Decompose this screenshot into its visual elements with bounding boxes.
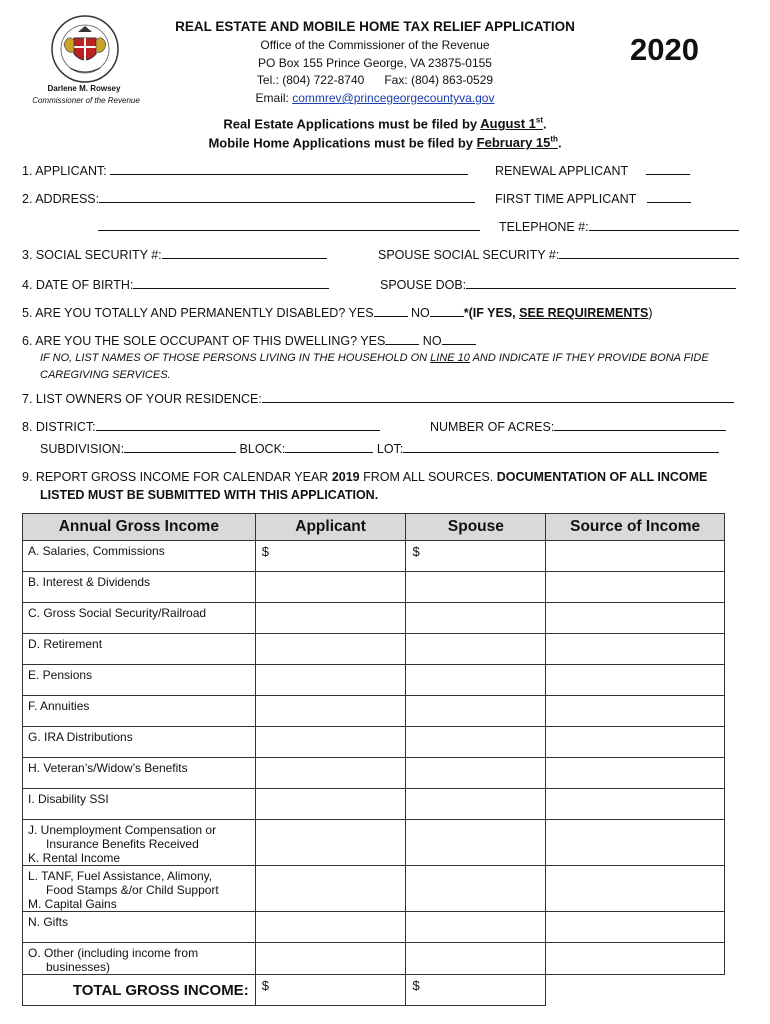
po-box: PO Box 155 Prince George, VA 23875-0155 bbox=[258, 56, 492, 70]
source-of-income-input[interactable] bbox=[546, 541, 725, 572]
header-spouse: Spouse bbox=[406, 514, 546, 541]
income-category-text: E. Pensions bbox=[28, 668, 93, 682]
total-empty-cell bbox=[546, 975, 725, 1006]
district-label: 8. DISTRICT: bbox=[22, 420, 96, 434]
mobile-deadline-text: Mobile Home Applications must be filed by bbox=[208, 135, 474, 151]
applicant-amount-input[interactable] bbox=[255, 665, 406, 696]
renewal-checkbox[interactable] bbox=[646, 163, 690, 175]
dob-input[interactable] bbox=[133, 277, 329, 289]
applicant-amount-input[interactable] bbox=[255, 758, 406, 789]
sole-occupant-text: 6. ARE YOU THE SOLE OCCUPANT OF THIS DWELLING? YES bbox=[22, 334, 386, 348]
source-of-income-input[interactable] bbox=[546, 820, 725, 866]
table-row bbox=[23, 789, 725, 820]
disabled-no-input[interactable] bbox=[430, 305, 464, 317]
sole-occupant-yes-input[interactable] bbox=[385, 333, 419, 345]
income-category-text: B. Interest & Dividends bbox=[28, 575, 151, 589]
spouse-amount-input[interactable] bbox=[406, 820, 546, 866]
applicant-label: 1. APPLICANT: bbox=[22, 164, 107, 178]
spouse-dob-input[interactable] bbox=[466, 277, 736, 289]
sole-occupant-no-label: NO bbox=[422, 334, 442, 348]
address-input[interactable] bbox=[99, 191, 475, 203]
spouse-ssn-label: SPOUSE SOCIAL SECURITY #: bbox=[378, 248, 560, 262]
income-category-text: F. Annuities bbox=[28, 699, 90, 713]
telephone-line bbox=[499, 219, 739, 234]
office-name: Office of the Commissioner of the Revenue bbox=[260, 38, 490, 52]
fax-number: Fax: (804) 863-0529 bbox=[384, 73, 494, 87]
spouse-dob-line bbox=[380, 277, 736, 292]
ssn-label: 3. SOCIAL SECURITY #: bbox=[22, 248, 162, 262]
mobile-date-suffix: th bbox=[550, 135, 558, 144]
source-of-income-input[interactable] bbox=[546, 634, 725, 665]
telephone-label: TELEPHONE #: bbox=[499, 220, 589, 234]
line-10-reference: LINE 10 bbox=[430, 352, 470, 364]
applicant-amount-input[interactable] bbox=[255, 696, 406, 727]
income-category-text: D. Retirement bbox=[28, 637, 103, 651]
table-row bbox=[23, 572, 725, 603]
income-category-label bbox=[23, 943, 256, 975]
table-row bbox=[23, 727, 725, 758]
total-applicant-input[interactable]: $ bbox=[255, 975, 406, 1006]
owners-label: 7. LIST OWNERS OF YOUR RESIDENCE: bbox=[22, 392, 262, 406]
disabled-question-text: 5. ARE YOU TOTALLY AND PERMANENTLY DISABLED? YES bbox=[22, 306, 374, 320]
subdivision-line bbox=[40, 441, 719, 456]
source-of-income-input[interactable] bbox=[546, 603, 725, 634]
applicant-amount-input[interactable]: $ bbox=[255, 541, 406, 572]
source-of-income-input[interactable] bbox=[546, 696, 725, 727]
applicant-amount-input[interactable] bbox=[255, 727, 406, 758]
total-row bbox=[23, 975, 725, 1006]
sole-occupant-no-input[interactable] bbox=[442, 333, 476, 345]
income-category-text: I. Disability SSI bbox=[28, 792, 109, 806]
disabled-question bbox=[22, 305, 653, 320]
block-label: BLOCK: bbox=[239, 442, 286, 456]
income-category-text: J. Unemployment Compensation or bbox=[28, 823, 217, 837]
spouse-amount-input[interactable] bbox=[406, 789, 546, 820]
spouse-ssn-input[interactable] bbox=[559, 247, 739, 259]
income-category-text-cont: Insurance Benefits Received bbox=[46, 837, 199, 851]
table-row bbox=[23, 696, 725, 727]
source-of-income-input[interactable] bbox=[546, 789, 725, 820]
income-category-text: O. Other (including income from bbox=[28, 946, 199, 960]
documentation-notice: DOCUMENTATION OF ALL INCOME bbox=[496, 470, 708, 484]
phone-fax-line bbox=[150, 73, 600, 87]
commissioner-title: Commissioner of the Revenue bbox=[32, 96, 140, 105]
income-category-label bbox=[23, 912, 256, 943]
source-of-income-input[interactable] bbox=[546, 665, 725, 696]
income-category-label bbox=[23, 866, 256, 912]
income-instructions-text-2: FROM ALL SOURCES. bbox=[363, 470, 494, 484]
mobile-deadline-date: February 15 bbox=[476, 135, 551, 151]
renewal-label: RENEWAL APPLICANT bbox=[495, 164, 629, 178]
income-category-text: H. Veteran’s/Widow’s Benefits bbox=[28, 761, 188, 775]
real-estate-deadline: Real Estate Applications must be filed by August 1st. bbox=[223, 116, 547, 132]
applicant-input[interactable] bbox=[110, 163, 468, 175]
income-category-label bbox=[23, 758, 256, 789]
header-annual-gross-income: Annual Gross Income bbox=[23, 514, 256, 541]
acres-line bbox=[430, 419, 726, 434]
address-line-2 bbox=[98, 219, 480, 234]
owners-line bbox=[22, 391, 734, 406]
district-line bbox=[22, 419, 380, 434]
renewal-line bbox=[495, 163, 690, 178]
disabled-note-prefix: *(IF YES, bbox=[463, 306, 516, 320]
income-year: 2019 bbox=[331, 470, 360, 484]
income-category-label bbox=[23, 572, 256, 603]
income-category-label bbox=[23, 696, 256, 727]
table-row bbox=[23, 541, 725, 572]
spouse-amount-input[interactable] bbox=[406, 912, 546, 943]
header-applicant: Applicant bbox=[255, 514, 406, 541]
applicant-amount-input[interactable] bbox=[255, 572, 406, 603]
spouse-amount-input[interactable] bbox=[406, 572, 546, 603]
income-table-header bbox=[23, 514, 725, 541]
sole-occupant-note-line2: CAREGIVING SERVICES. bbox=[40, 369, 171, 381]
source-of-income-input[interactable] bbox=[546, 866, 725, 912]
commissioner-name: Darlene M. Rowsey bbox=[47, 84, 121, 93]
source-of-income-input[interactable] bbox=[546, 758, 725, 789]
applicant-amount-input[interactable] bbox=[255, 866, 406, 912]
income-category-label bbox=[23, 789, 256, 820]
source-of-income-input[interactable] bbox=[546, 727, 725, 758]
spouse-amount-input[interactable] bbox=[406, 758, 546, 789]
email-link[interactable]: commrev@princegeorgecountyva.gov bbox=[292, 91, 495, 105]
income-category-text: G. IRA Distributions bbox=[28, 730, 133, 744]
income-category-label bbox=[23, 820, 256, 866]
spouse-amount-input[interactable] bbox=[406, 634, 546, 665]
applicant-amount-input[interactable] bbox=[255, 634, 406, 665]
applicant-line bbox=[22, 163, 468, 178]
acres-label: NUMBER OF ACRES: bbox=[430, 420, 555, 434]
table-row bbox=[23, 820, 725, 866]
applicant-amount-input[interactable] bbox=[255, 912, 406, 943]
disabled-yes-input[interactable] bbox=[374, 305, 408, 317]
total-gross-income-label: TOTAL GROSS INCOME: bbox=[23, 975, 256, 1006]
subdivision-input[interactable] bbox=[124, 441, 236, 453]
spouse-amount-input[interactable] bbox=[406, 603, 546, 634]
header-source-of-income: Source of Income bbox=[546, 514, 725, 541]
ssn-input[interactable] bbox=[162, 247, 327, 259]
address-input-2[interactable] bbox=[98, 219, 480, 231]
lot-label: LOT: bbox=[376, 442, 404, 456]
spouse-amount-input[interactable] bbox=[406, 696, 546, 727]
applicant-amount-input[interactable] bbox=[255, 789, 406, 820]
spouse-amount-input[interactable] bbox=[406, 866, 546, 912]
income-category-text-cont: businesses) bbox=[46, 960, 111, 974]
spouse-amount-input[interactable] bbox=[406, 943, 546, 975]
spouse-ssn-line bbox=[378, 247, 739, 262]
applicant-amount-input[interactable] bbox=[255, 603, 406, 634]
table-row bbox=[23, 758, 725, 789]
see-requirements-link[interactable]: SEE REQUIREMENTS bbox=[519, 306, 649, 320]
table-row bbox=[23, 603, 725, 634]
income-category-text-extra: K. Rental Income bbox=[28, 851, 121, 865]
disabled-no-label: NO bbox=[411, 306, 430, 320]
table-row bbox=[23, 665, 725, 696]
income-category-text-extra: M. Capital Gains bbox=[28, 897, 117, 911]
real-estate-date-suffix: st bbox=[535, 116, 544, 125]
total-spouse-input[interactable]: $ bbox=[406, 975, 546, 1006]
real-estate-deadline-date: August 1 bbox=[480, 116, 536, 132]
sole-occupant-note-text-2: AND INDICATE IF THEY PROVIDE BONA FIDE bbox=[472, 352, 709, 364]
county-seal-logo bbox=[50, 14, 120, 84]
real-estate-deadline-text: Real Estate Applications must be filed by bbox=[223, 116, 478, 132]
table-row bbox=[23, 943, 725, 975]
sole-occupant-note bbox=[40, 352, 709, 364]
lot-input[interactable] bbox=[403, 441, 719, 453]
disabled-note-suffix: ) bbox=[648, 306, 653, 320]
income-instructions-text: 9. REPORT GROSS INCOME FOR CALENDAR YEAR bbox=[22, 470, 329, 484]
dob-label: 4. DATE OF BIRTH: bbox=[22, 278, 134, 292]
table-row bbox=[23, 634, 725, 665]
income-category-label bbox=[23, 634, 256, 665]
income-category-label bbox=[23, 541, 256, 572]
telephone-input[interactable] bbox=[589, 219, 739, 231]
first-time-checkbox[interactable] bbox=[647, 191, 691, 203]
documentation-notice-2: LISTED MUST BE SUBMITTED WITH THIS APPLICATION. bbox=[40, 488, 379, 502]
income-category-text: C. Gross Social Security/Railroad bbox=[28, 606, 207, 620]
address-line bbox=[22, 191, 475, 206]
source-of-income-input[interactable] bbox=[546, 912, 725, 943]
income-category-label bbox=[23, 603, 256, 634]
income-table bbox=[22, 513, 725, 1006]
subdivision-label: SUBDIVISION: bbox=[40, 442, 125, 456]
income-category-label bbox=[23, 727, 256, 758]
form-year: 2020 bbox=[630, 32, 699, 67]
income-category-text: A. Salaries, Commissions bbox=[28, 544, 165, 558]
owners-input[interactable] bbox=[262, 391, 734, 403]
first-time-line bbox=[495, 191, 691, 206]
spouse-amount-input[interactable]: $ bbox=[406, 541, 546, 572]
acres-input[interactable] bbox=[554, 419, 726, 431]
form-title: REAL ESTATE AND MOBILE HOME TAX RELIEF APPLICATION bbox=[175, 19, 575, 34]
income-category-text-cont: Food Stamps &/or Child Support bbox=[46, 883, 219, 897]
income-instructions bbox=[22, 470, 707, 484]
sole-occupant-note-text: IF NO, LIST NAMES OF THOSE PERSONS LIVING IN THE HOUSEHOLD ON bbox=[40, 352, 428, 364]
applicant-amount-input[interactable] bbox=[255, 943, 406, 975]
table-row bbox=[23, 912, 725, 943]
district-input[interactable] bbox=[96, 419, 380, 431]
ssn-line bbox=[22, 247, 327, 262]
spouse-dob-label: SPOUSE DOB: bbox=[380, 278, 467, 292]
income-category-label bbox=[23, 665, 256, 696]
first-time-label: FIRST TIME APPLICANT bbox=[495, 192, 637, 206]
table-row bbox=[23, 866, 725, 912]
source-of-income-input[interactable] bbox=[546, 943, 725, 975]
applicant-amount-input[interactable] bbox=[255, 820, 406, 866]
telephone-number: Tel.: (804) 722-8740 bbox=[256, 73, 365, 87]
email-line bbox=[150, 91, 600, 105]
dob-line bbox=[22, 277, 329, 292]
address-label: 2. ADDRESS: bbox=[22, 192, 100, 206]
spouse-amount-input[interactable] bbox=[406, 727, 546, 758]
sole-occupant-question bbox=[22, 333, 476, 348]
source-of-income-input[interactable] bbox=[546, 572, 725, 603]
email-label: Email: bbox=[255, 91, 289, 105]
income-category-text: N. Gifts bbox=[28, 915, 69, 929]
mobile-home-deadline: Mobile Home Applications must be filed by February 15th. bbox=[208, 135, 562, 151]
income-category-text: L. TANF, Fuel Assistance, Alimony, bbox=[28, 869, 213, 883]
block-input[interactable] bbox=[285, 441, 373, 453]
spouse-amount-input[interactable] bbox=[406, 665, 546, 696]
